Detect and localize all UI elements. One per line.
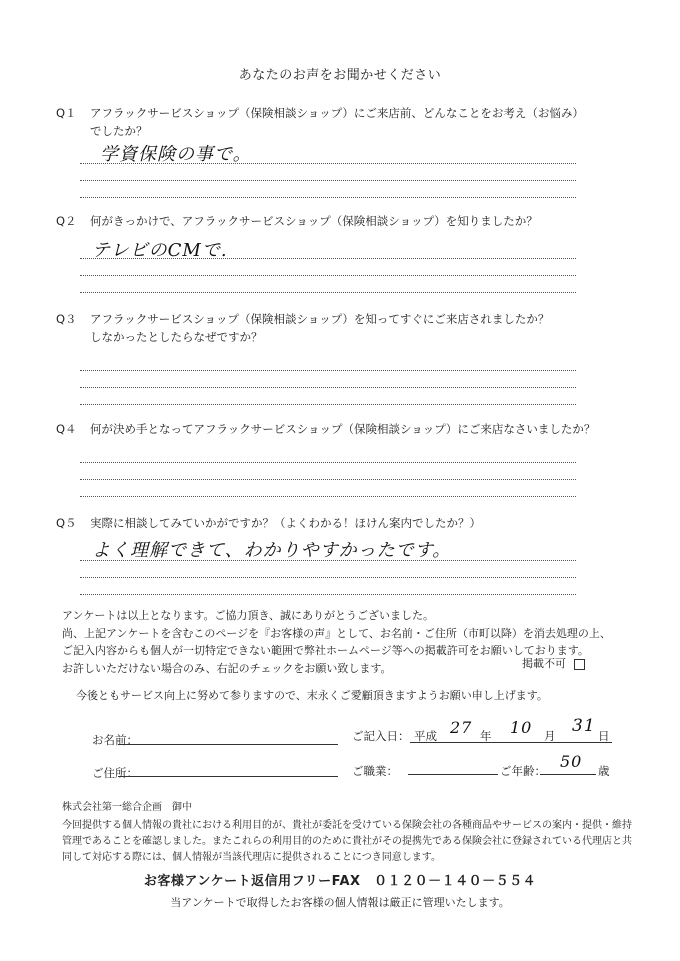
date-year-value: 27 — [450, 718, 473, 737]
closing-text: 今後ともサービス向上に努めて参りますので、末永くご愛顧頂きますようお願い申し上げます。 — [76, 689, 548, 702]
consent-line: 今回提供する個人情報の貴社における利用目的が、貴社が委託を受けている保険会社の各種商品やサービスの案内・提供・維持 — [62, 820, 632, 831]
date-field[interactable] — [410, 742, 612, 743]
answer-line — [80, 258, 576, 259]
answer-line — [80, 479, 576, 480]
answer-line — [80, 496, 576, 497]
name-label: お名前： — [92, 733, 138, 747]
date-era: 平成 — [414, 729, 437, 743]
question-number: Q５ — [56, 516, 77, 530]
question-2 — [56, 212, 538, 230]
question-text: アフラックサービスショップ（保険相談ショップ）を知ってすぐにご来店されましたか？ — [90, 312, 550, 326]
answer-line — [80, 404, 576, 405]
question-number: Q１ — [56, 106, 77, 120]
question-4 — [56, 420, 595, 438]
date-label: ご記入日： — [352, 729, 410, 743]
publish-refusal-label: 掲載不可 — [522, 657, 566, 670]
answer-line — [80, 462, 576, 463]
answer-line — [80, 387, 576, 388]
answer-line — [80, 275, 576, 276]
notice-line: ご記入内容からも個人が一切特定できない範囲で弊社ホームページ等への掲載許可をお願いしております。 — [62, 644, 589, 657]
address-field[interactable] — [118, 776, 338, 777]
question-1 — [56, 104, 584, 140]
publish-refusal-check[interactable] — [522, 655, 585, 673]
question-3 — [56, 310, 549, 346]
address-label: ご住所： — [92, 766, 138, 780]
question-text: 実際に相談してみていかがですか？（よくわかる！ほけん案内でしたか？） — [90, 516, 481, 530]
fax-number: お客様アンケート返信用フリーFAX ０１２０－１４０－５５４ — [143, 874, 537, 889]
consent-text — [62, 818, 632, 866]
date-day-value: 31 — [572, 716, 596, 736]
date-month-value: 10 — [510, 718, 533, 737]
answer-1: 学資保険の事で。 — [100, 144, 252, 165]
question-5 — [56, 514, 481, 532]
age-unit: 歳 — [598, 764, 610, 778]
consent-line: 同して対応する際には、個人情報が当該代理店に提供されることにつき同意します。 — [62, 852, 441, 863]
answer-5: よく理解できて、わかりやすかったです。 — [92, 540, 452, 561]
question-text: アフラックサービスショップ（保険相談ショップ）にご来店前、どんなことをお考え（お悩み） — [90, 106, 584, 120]
answer-line — [80, 292, 576, 293]
date-month-unit: 月 — [544, 729, 556, 743]
question-text-cont: しなかったとしたらなぜですか？ — [90, 330, 263, 344]
answer-line — [80, 577, 576, 578]
date-year-unit: 年 — [480, 729, 492, 743]
job-label: ご職業： — [352, 764, 398, 778]
answer-line — [80, 180, 576, 181]
answer-line — [80, 560, 576, 561]
consent-line: 管理であることを確認しました。またこれらの利用目的のために貴社がその提携先である保険会社に登録されている代理店と共 — [62, 836, 632, 847]
answer-line — [80, 197, 576, 198]
notice-line: アンケートは以上となります。ご協力頂き、誠にありがとうございました。 — [62, 609, 435, 622]
answer-2: テレビのCMで. — [92, 240, 228, 261]
privacy-note: 当アンケートで取得したお客様の個人情報は厳正に管理いたします。 — [170, 896, 510, 909]
answer-line — [80, 594, 576, 595]
publish-refusal-checkbox[interactable] — [574, 659, 585, 670]
question-number: Q２ — [56, 214, 77, 228]
company-name: 株式会社第一総合企画 御中 — [62, 802, 192, 813]
question-text: 何が決め手となってアフラックサービスショップ（保険相談ショップ）にご来店なさいましたか？ — [90, 422, 596, 436]
job-field[interactable] — [408, 774, 498, 775]
age-value: 50 — [560, 752, 583, 771]
question-text-cont: でしたか？ — [90, 124, 148, 138]
page-title: あなたのお声をお聞かせください — [238, 68, 442, 83]
date-day-unit: 日 — [598, 729, 610, 743]
name-field[interactable] — [118, 744, 338, 745]
notice-line: 尚、上記アンケートを含むこのページを『お客様の声』として、お名前・ご住所（市町以降）を消去処理の上、 — [62, 626, 611, 640]
answer-line — [80, 163, 576, 164]
question-number: Q４ — [56, 422, 77, 436]
question-number: Q３ — [56, 312, 77, 326]
question-text: 何がきっかけで、アフラックサービスショップ（保険相談ショップ）を知りましたか？ — [90, 214, 538, 228]
notice-line: お許しいただけない場合のみ、右記のチェックをお願い致します。 — [62, 661, 392, 675]
age-field[interactable] — [540, 774, 596, 775]
age-label: ご年齢： — [500, 764, 546, 778]
answer-line — [80, 370, 576, 371]
